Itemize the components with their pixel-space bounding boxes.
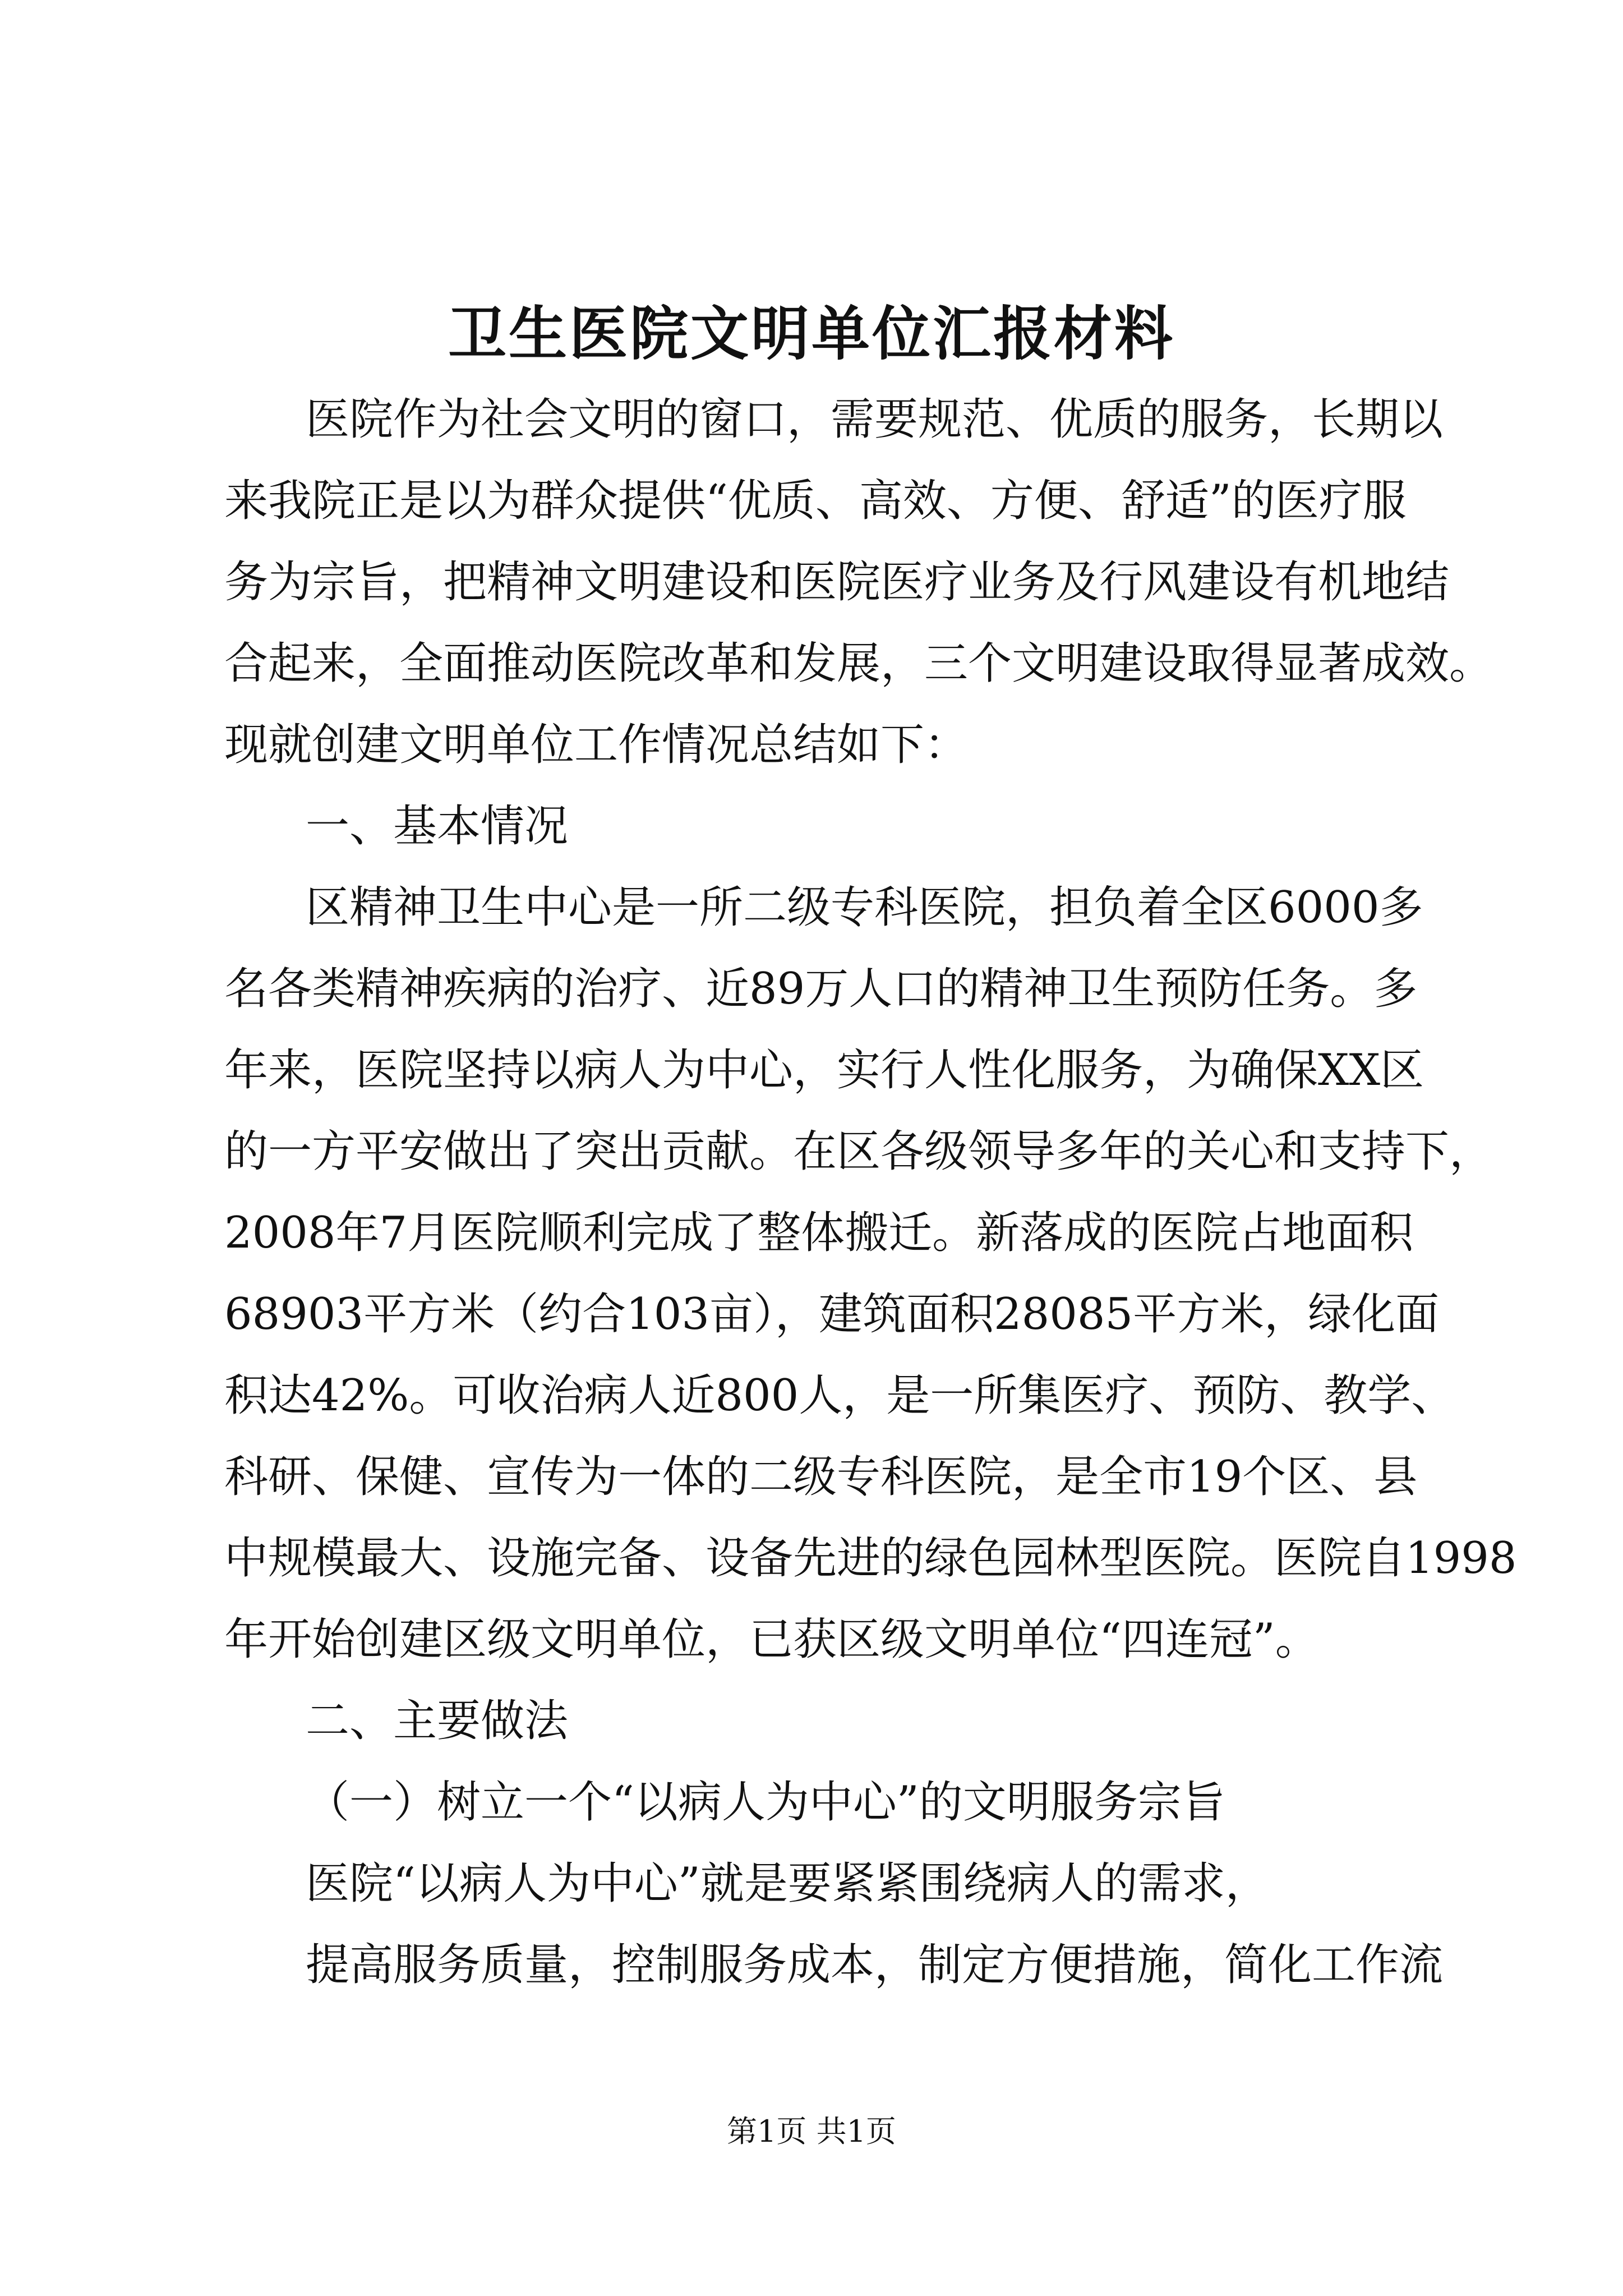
paragraph-line: 中规模最大、设施完备、设备先进的绿色园林型医院。医院自1998 [224,1533,1517,1584]
section-heading: 二、主要做法 [306,1696,569,1746]
page-number-footer: 第1页 共1页 [727,2114,896,2149]
paragraph-line: 2008年7月医院顺利完成了整体搬迁。新落成的医院占地面积 [224,1208,1414,1258]
paragraph-line: 医院“以病人为中心”就是要紧紧围绕病人的需求， [306,1858,1269,1909]
paragraph-line: 科研、保健、宣传为一体的二级专科医院，是全市19个区、县 [224,1452,1418,1502]
paragraph-line: 68903平方米（约合103亩），建筑面积28085平方米，绿化面 [224,1289,1440,1340]
paragraph-line: 积达42%。可收治病人近800人，是一所集医疗、预防、教学、 [224,1370,1455,1421]
paragraph-line: 医院作为社会文明的窗口，需要规范、优质的服务，长期以 [306,394,1444,445]
paragraph-line: 的一方平安做出了突出贡献。在区各级领导多年的关心和支持下， [224,1126,1493,1177]
paragraph-line: 现就创建文明单位工作情况总结如下： [224,720,969,770]
paragraph-line: 名各类精神疾病的治疗、近89万人口的精神卫生预防任务。多 [224,964,1418,1014]
paragraph-line: 区精神卫生中心是一所二级专科医院，担负着全区6000多 [306,882,1423,933]
paragraph-line: 年开始创建区级文明单位，已获区级文明单位“四连冠”。 [224,1614,1319,1665]
document-title: 卫生医院文明单位汇报材料 [448,299,1175,368]
subsection-heading: （一）树立一个“以病人为中心”的文明服务宗旨 [306,1777,1225,1828]
paragraph-line: 合起来，全面推动医院改革和发展，三个文明建设取得显著成效。 [224,638,1493,689]
section-heading: 一、基本情况 [306,801,569,852]
paragraph-line: 来我院正是以为群众提供“优质、高效、方便、舒适”的医疗服 [224,476,1407,526]
paragraph-line: 务为宗旨，把精神文明建设和医院医疗业务及行风建设有机地结 [224,557,1450,608]
paragraph-line: 提高服务质量，控制服务成本，制定方便措施，简化工作流 [306,1940,1444,1990]
paragraph-line: 年来，医院坚持以病人为中心，实行人性化服务，为确保XX区 [224,1045,1424,1096]
